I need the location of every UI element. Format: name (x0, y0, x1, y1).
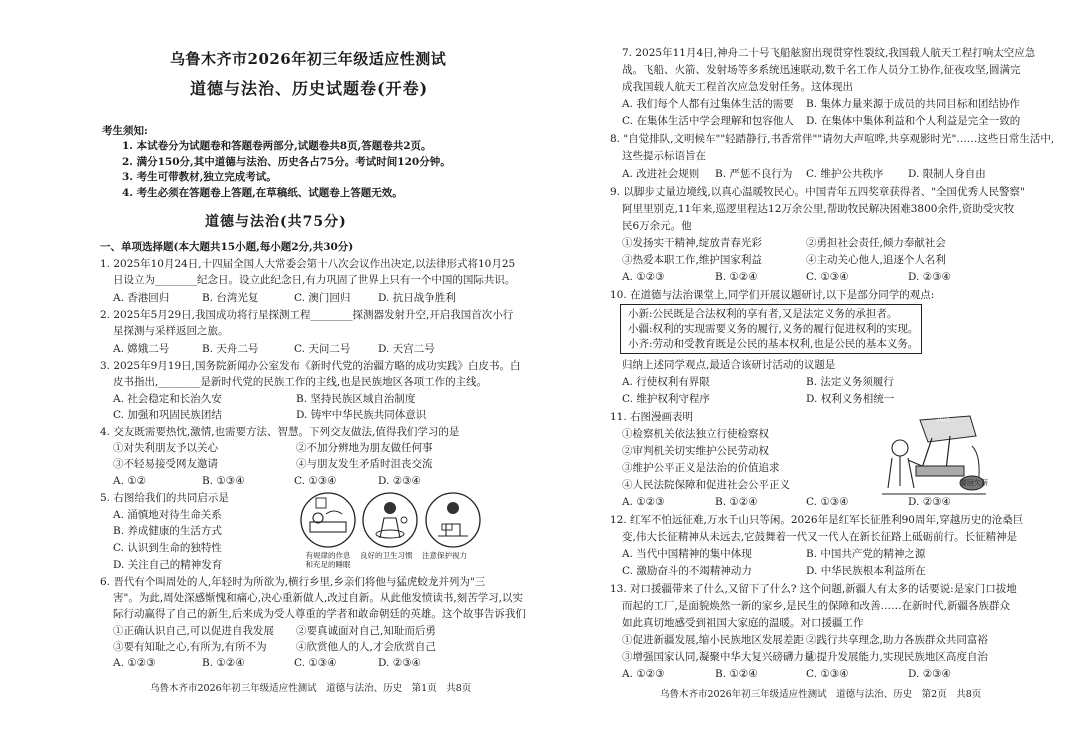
q3-line-1: 3. 2025年9月19日,国务院新闻办公室发布《新时代党的治疆方略的成功实践》白皮书。白 (100, 360, 521, 372)
q2-option-d: D. 天宫二号 (378, 343, 435, 355)
q4-item-4: ④与朋友发生矛盾时沮丧交流 (296, 458, 433, 470)
sleep-illustration (301, 493, 355, 547)
q2-option-b: B. 天舟二号 (202, 343, 259, 355)
notice-1: 1. 本试卷分为试题卷和答题卷两部分,试题卷共8页,答题卷共2页。 (122, 140, 432, 152)
q13-option-b: B. ①②④ (715, 668, 758, 680)
q12-option-d: D. 中华民族根本利益所在 (806, 565, 926, 577)
q4-option-c: C. ①③④ (294, 475, 337, 487)
q8-line-2: 这些提示标语旨在 (622, 150, 706, 162)
q3-option-d: D. 铸牢中华民族共同体意识 (296, 409, 427, 421)
q1-option-b: B. 台湾光复 (202, 292, 259, 304)
q1-line-2: 日设立为________纪念日。设立此纪念日,有力巩固了世界上只有一个中国的国际共识。 (113, 274, 516, 286)
q10-option-a: A. 行使权利有界限 (622, 376, 710, 388)
q5-option-c: C. 认识到生命的独特性 (113, 542, 222, 554)
page-2 (540, 0, 1080, 742)
q4-option-b: B. ①③④ (202, 475, 245, 487)
q12-option-a: A. 当代中国精神的集中体现 (622, 548, 752, 560)
notice-4: 4. 考生必须在答题卷上答题,在草稿纸、试题卷上答题无效。 (122, 187, 403, 199)
q4-item-1: ①对失利朋友予以关心 (113, 442, 218, 454)
q5-stem: 5. 右图给我们的共同启示是 (100, 492, 229, 504)
q5-illustrations (298, 490, 483, 550)
q11-option-a: A. ①②③ (622, 496, 665, 508)
q10-opinion-2: 小疆:权利的实现需要义务的履行,义务的履行促进权利的实现。 (628, 323, 919, 335)
q5-option-b: B. 养成健康的生活方式 (113, 525, 222, 537)
q6-option-d: D. ②③④ (378, 657, 421, 669)
q11-cartoon-label-verdict: 判决 (936, 415, 950, 423)
q10-stem: 10. 在道德与法治课堂上,同学们开展议题研讨,以下是部分同学的观点: (610, 289, 935, 301)
q13-option-a: A. ①②③ (622, 668, 665, 680)
q5-caption-eyesight: 注意保护视力 (422, 551, 467, 560)
q9-line-3: 民6万余元。他 (622, 220, 692, 232)
q5-caption-sleep-1: 有规律的作息 (305, 551, 351, 560)
q2-line-1: 2. 2025年5月29日,我国成功将行星探测工程________探测器发射升空,开启我国首次小行 (100, 309, 514, 321)
q10-option-c: C. 维护权利守程序 (622, 393, 710, 405)
q11-item-2: ②审判机关切实维护公民劳动权 (622, 445, 769, 457)
q1-option-d: D. 抗日战争胜利 (378, 292, 456, 304)
q9-line-2: 阿里里别克,11年来,巡逻里程达12万余公里,帮助牧民解决困难3800余件,资助受灾牧 (622, 203, 1015, 215)
q3-line-2: 皮书指出,________是新时代党的民族工作的主线,也是民族地区各项工作的主线。 (113, 376, 488, 388)
exam-subtitle: 道德与法治、历史试题卷(开卷) (190, 79, 429, 98)
q3-option-a: A. 社会稳定和长治久安 (113, 393, 222, 405)
q9-item-3: ③热爱本职工作,维护国家利益 (622, 254, 762, 266)
q12-line-1: 12. 红军不怕远征难,万水千山只等闲。2026年是红军长征胜利90周年,穿越历史的沧桑巨 (610, 514, 1024, 526)
part-title: 一、单项选择题(本大题共15小题,每小题2分,共30分) (100, 241, 354, 253)
q11-item-3: ③维护公平正义是法治的价值追求 (622, 462, 780, 474)
q6-line-1: 6. 晋代有个叫周处的人,年轻时为所欲为,横行乡里,乡亲们将他与猛虎蛟龙并列为"三 (100, 576, 486, 588)
q7-option-a: A. 我们每个人都有过集体生活的需要 (622, 98, 794, 110)
q13-line-3: 如此真切地感受到祖国大家庭的温暖。对口援疆工作 (622, 617, 864, 629)
notice-title: 考生须知: (102, 125, 148, 137)
q9-item-1: ①发扬实干精神,绽放青春光彩 (622, 237, 762, 249)
page-2-footer: 乌鲁木齐市2026年初三年级适应性测试 道德与法治、历史 第2页 共8页 (660, 689, 982, 700)
hygiene-illustration (363, 493, 417, 547)
q4-item-3: ③不轻易接受网友邀请 (113, 458, 218, 470)
section-title: 道德与法治(共75分) (205, 214, 347, 230)
q9-option-b: B. ①②④ (715, 271, 758, 283)
q8-option-c: C. 维护公共秩序 (806, 168, 884, 180)
q13-line-2: 而起的工厂,是面貌焕然一新的家乡,是民生的保障和改善……在新时代,新疆各族群众 (622, 600, 1011, 612)
q13-item-4: ④提升发展能力,实现民族地区高度自治 (806, 651, 988, 663)
q8-option-a: A. 改进社会规则 (622, 168, 700, 180)
q11-cartoon-label-wages: 要回欠薪 (960, 479, 988, 487)
q8-option-b: B. 严惩不良行为 (715, 168, 793, 180)
page-1-footer: 乌鲁木齐市2026年初三年级适应性测试 道德与法治、历史 第1页 共8页 (150, 683, 472, 694)
q5-caption-hygiene: 良好的卫生习惯 (360, 551, 413, 560)
q11-option-c: C. ①③④ (806, 496, 849, 508)
q8-line-1: 8. "自觉排队,文明候车""轻踏静行,书香常伴""请勿大声喧哗,共享观影时光"……这些日常生活中, (610, 133, 1055, 145)
q11-option-d: D. ②③④ (908, 496, 951, 508)
q7-line-1: 7. 2025年11月4日,神舟二十号飞船舷窗出现贯穿性裂纹,我国载人航天工程打响太空应急 (622, 47, 1036, 59)
q5-caption-sleep (296, 551, 360, 569)
q13-option-c: C. ①③④ (806, 668, 849, 680)
q5-option-a: A. 涌慎地对待生命关系 (113, 509, 222, 521)
q2-line-2: 星探测与采样返回之旅。 (113, 325, 229, 337)
exam-title: 乌鲁木齐市2026年初三年级适应性测试 (170, 50, 447, 68)
q9-item-2: ②勇担社会责任,倾力奉献社会 (806, 237, 946, 249)
q1-option-a: A. 香港回归 (113, 292, 170, 304)
q6-item-4: ④欣赏他人的人,才会欣赏自己 (296, 641, 436, 653)
q9-option-d: D. ②③④ (908, 271, 951, 283)
q1-line-1: 1. 2025年10月24日,十四届全国人大常委会第十八次会议作出决定,以法律形式将10月25 (100, 258, 516, 270)
q7-option-b: B. 集体力量来源于成员的共同目标和团结协作 (806, 98, 1020, 110)
q6-item-2: ②要真诚面对自己,知耻而后勇 (296, 625, 436, 637)
q7-option-c: C. 在集体生活中学会理解和包容他人 (622, 115, 794, 127)
q2-option-c: C. 天问二号 (294, 343, 351, 355)
q10-tail: 归纳上述同学观点,最适合该研讨活动的议题是 (622, 359, 836, 371)
q6-option-a: A. ①②③ (113, 657, 156, 669)
q11-option-b: B. ①②④ (715, 496, 758, 508)
q9-item-4: ④主动关心他人,追逐个人名利 (806, 254, 946, 266)
q1-option-c: C. 澳门回归 (294, 292, 351, 304)
q11-item-1: ①检察机关依法独立行使检察权 (622, 428, 769, 440)
q4-option-d: D. ②③④ (378, 475, 421, 487)
q10-option-b: B. 法定义务须履行 (806, 376, 894, 388)
q5-option-d: D. 关注自己的精神发育 (113, 559, 223, 571)
q3-option-c: C. 加强和巩固民族团结 (113, 409, 222, 421)
q4-stem: 4. 交友既需要热忱,激情,也需要方法、智慧。下列交友做法,值得我们学习的是 (100, 426, 460, 438)
q13-option-d: D. ②③④ (908, 668, 951, 680)
q13-item-3: ③增强国家认同,凝聚中华大复兴磅礴力量 (622, 651, 815, 663)
q11-item-4: ④人民法院保障和促进社会公平正义 (622, 479, 790, 491)
q11-stem: 11. 右图漫画表明 (610, 411, 694, 423)
q4-option-a: A. ①② (113, 475, 147, 487)
q7-line-3: 成我国载人航天工程首次应急发射任务。这体现出 (622, 81, 853, 93)
q6-line-3: 际行动赢得了自己的新生,后来成为受人尊重的学者和敢命朝廷的英雄。这个故事告诉我们 (113, 608, 526, 620)
notice-2: 2. 满分150分,其中道德与法治、历史各占75分。考试时间120分钟。 (122, 156, 451, 168)
q6-item-3: ③要有知耻之心,有所为,有所不为 (113, 641, 267, 653)
q9-line-1: 9. 以脚步丈量边境线,以真心温暖牧民心。中国青年五四奖章获得者、"全国优秀人民警察" (610, 186, 1025, 198)
eyesight-illustration (426, 493, 480, 547)
q8-option-d: D. 限制人身自由 (908, 168, 986, 180)
q6-item-1: ①正确认识自己,可以促进自我发展 (113, 625, 274, 637)
q10-option-d: D. 权利义务相统一 (806, 393, 895, 405)
q9-option-a: A. ①②③ (622, 271, 665, 283)
q13-item-1: ①促进新疆发展,缩小民族地区发展差距 (622, 634, 804, 646)
q12-line-2: 变,伟大长征精神从未远去,它鼓舞着一代又一代人在新长征路上砥砺前行。长征精神是 (622, 531, 1018, 543)
q9-option-c: C. ①③④ (806, 271, 849, 283)
q5-caption-sleep-2: 和充足的睡眠 (305, 560, 351, 569)
q6-option-c: C. ①③④ (294, 657, 337, 669)
q7-option-d: D. 在集体中集体利益和个人利益是完全一致的 (806, 115, 1021, 127)
q3-option-b: B. 坚持民族区域自治制度 (296, 393, 416, 405)
q7-line-2: 战。飞船、火箭、发射场等多系统迅速联动,数千名工作人员分工协作,征夜攻坚,圆满完 (622, 64, 1021, 76)
q10-opinion-1: 小新:公民既是合法权利的享有者,又是法定义务的承担者。 (628, 308, 898, 320)
q6-line-2: 害"。为此,周处深感惭愧和痛心,决心重新做人,改过自新。从此他发愤读书,刻苦学习,以实 (113, 592, 524, 604)
q10-opinion-3: 小齐:劳动和受教育既是公民的基本权利,也是公民的基本义务。 (628, 338, 919, 350)
q13-item-2: ②践行共享理念,助力各族群众共同富裕 (806, 634, 988, 646)
q13-line-1: 13. 对口援疆带来了什么,又留下了什么? 这个问题,新疆人有太多的话要说:是家门口拔地 (610, 583, 1017, 595)
q6-option-b: B. ①②④ (202, 657, 245, 669)
q12-option-c: C. 激励奋斗的不竭精神动力 (622, 565, 752, 577)
notice-3: 3. 考生可带教材,独立完成考试。 (122, 171, 277, 183)
q4-item-2: ②不加分辨地为朋友做任何事 (296, 442, 433, 454)
q2-option-a: A. 嫦娥二号 (113, 343, 170, 355)
q12-option-b: B. 中国共产党的精神之源 (806, 548, 926, 560)
